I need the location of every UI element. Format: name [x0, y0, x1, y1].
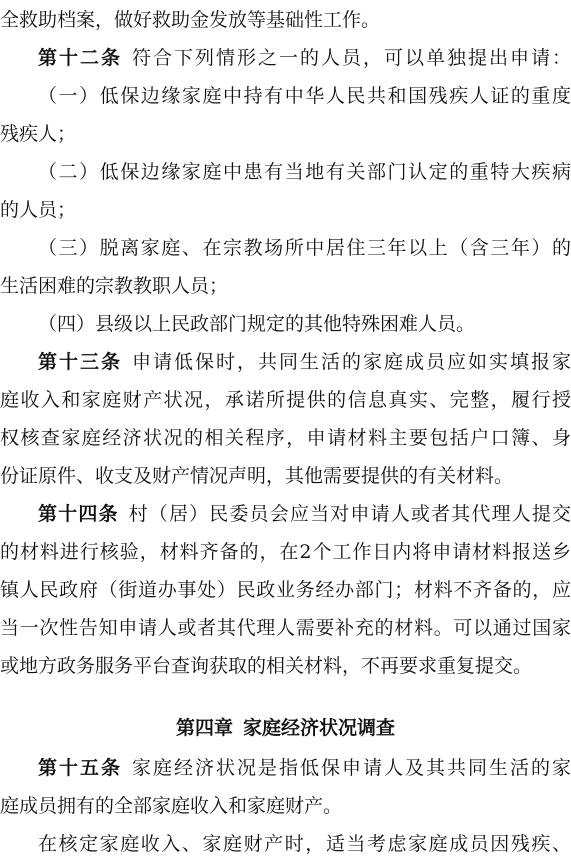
article-14-line-5: 或地方政务服务平台查询获取的相关材料，不再要求重复提交。 — [0, 655, 533, 677]
paragraph-line: 全救助档案，做好救助金发放等基础性工作。 — [0, 9, 381, 31]
item-1-line-2: 残疾人； — [0, 123, 77, 145]
item-2-line-2: 的人员； — [0, 199, 77, 221]
article-14-text: 村（居）民委员会应当对申请人或者其代理人提交 — [128, 503, 571, 525]
article-12-line — [38, 38, 571, 78]
article-12-label: 第十二条 — [38, 47, 122, 69]
article-14-line — [38, 494, 571, 534]
article-13-line-4: 份证原件、收支及财产情况声明，其他需要提供的有关材料。 — [0, 465, 514, 487]
article-15-label: 第十五条 — [38, 757, 122, 779]
article-13-line-3: 权核查家庭经济状况的相关程序，申请材料主要包括户口簿、身 — [0, 427, 571, 449]
article-13-label: 第十三条 — [38, 351, 122, 373]
chapter-title: 家庭经济状况调查 — [243, 717, 396, 739]
article-15-line — [38, 748, 571, 788]
article-12-text: 符合下列情形之一的人员，可以单独提出申请： — [132, 47, 571, 69]
item-3-line-2: 生活困难的宗教教职人员； — [0, 275, 229, 297]
article-14-line-3: 镇人民政府（街道办事处）民政业务经办部门；材料不齐备的，应 — [0, 579, 571, 601]
chapter-heading — [0, 708, 571, 748]
article-13-line-2: 庭收入和家庭财产状况，承诺所提供的信息真实、完整，履行授 — [0, 389, 571, 411]
item-2-line: （二）低保边缘家庭中患有当地有关部门认定的重特大疾病 — [38, 161, 571, 183]
article-13-line — [38, 342, 571, 382]
article-14-label: 第十四条 — [38, 503, 119, 525]
article-14-line-4: 当一次性告知申请人或者其代理人需要补充的材料。可以通过国家 — [0, 617, 571, 639]
item-4-line: （四）县级以上民政部门规定的其他特殊困难人员。 — [38, 313, 476, 335]
item-3-line: （三）脱离家庭、在宗教场所中居住三年以上（含三年）的 — [38, 237, 571, 259]
article-13-text: 申请低保时，共同生活的家庭成员应如实填报家 — [132, 351, 571, 373]
article-15-line-2: 庭成员拥有的全部家庭收入和家庭财产。 — [0, 795, 343, 817]
item-1-line: （一）低保边缘家庭中持有中华人民共和国残疾人证的重度 — [38, 85, 571, 107]
article-14-line-2: 的材料进行核验，材料齐备的，在2个工作日内将申请材料报送乡 — [0, 541, 571, 563]
paragraph-line: 在核定家庭收入、家庭财产时，适当考虑家庭成员因残疾、 — [38, 833, 571, 855]
article-15-text: 家庭经济状况是指低保申请人及其共同生活的家 — [132, 757, 571, 779]
chapter-number: 第四章 — [175, 717, 233, 739]
